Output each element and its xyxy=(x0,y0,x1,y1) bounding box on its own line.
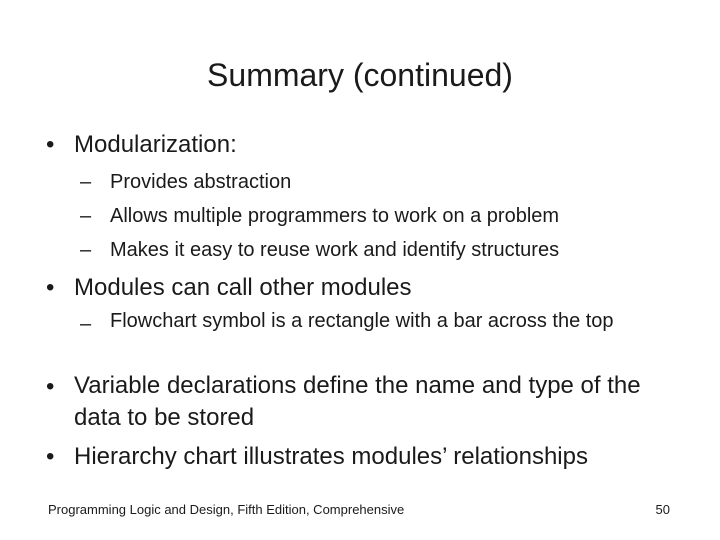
dash-marker: – xyxy=(80,171,92,193)
bullet-text: Modularization: xyxy=(74,131,237,158)
bullet-text: Hierarchy chart illustrates modules’ relationships xyxy=(74,443,588,470)
sub-bullet-text: Provides abstraction xyxy=(110,171,292,193)
sub-bullet-flowchart-symbol xyxy=(80,307,680,367)
bullet-modules-call xyxy=(46,271,686,305)
dash-marker: – xyxy=(80,313,92,335)
slide-title: Summary (continued) xyxy=(207,57,513,93)
bullet-text: Variable declarations define the name and type of the data to be stored xyxy=(74,372,641,431)
bullet-text: Modules can call other modules xyxy=(74,274,412,301)
page-number: 50 xyxy=(655,502,670,517)
footer-source: Programming Logic and Design, Fifth Edition, Comprehensive xyxy=(48,502,405,517)
bullet-modularization xyxy=(46,128,686,162)
dash-marker: – xyxy=(80,239,92,261)
sub-bullet-multiple-programmers xyxy=(80,199,690,233)
sub-bullet-abstraction xyxy=(80,165,690,199)
bullet-variable-declarations xyxy=(46,370,686,434)
sub-bullet-text: Flowchart symbol is a rectangle with a bar across the top xyxy=(110,310,614,332)
sub-bullet-text: Makes it easy to reuse work and identify structures xyxy=(110,239,560,261)
bullet-hierarchy-chart xyxy=(46,440,686,474)
sub-bullet-text: Allows multiple programmers to work on a problem xyxy=(110,205,560,227)
sub-bullet-reuse xyxy=(80,233,690,267)
bullet-marker: • xyxy=(46,131,55,158)
bullet-marker: • xyxy=(46,373,55,400)
bullet-marker: • xyxy=(46,274,55,301)
dash-marker: – xyxy=(80,205,92,227)
bullet-marker: • xyxy=(46,443,55,470)
